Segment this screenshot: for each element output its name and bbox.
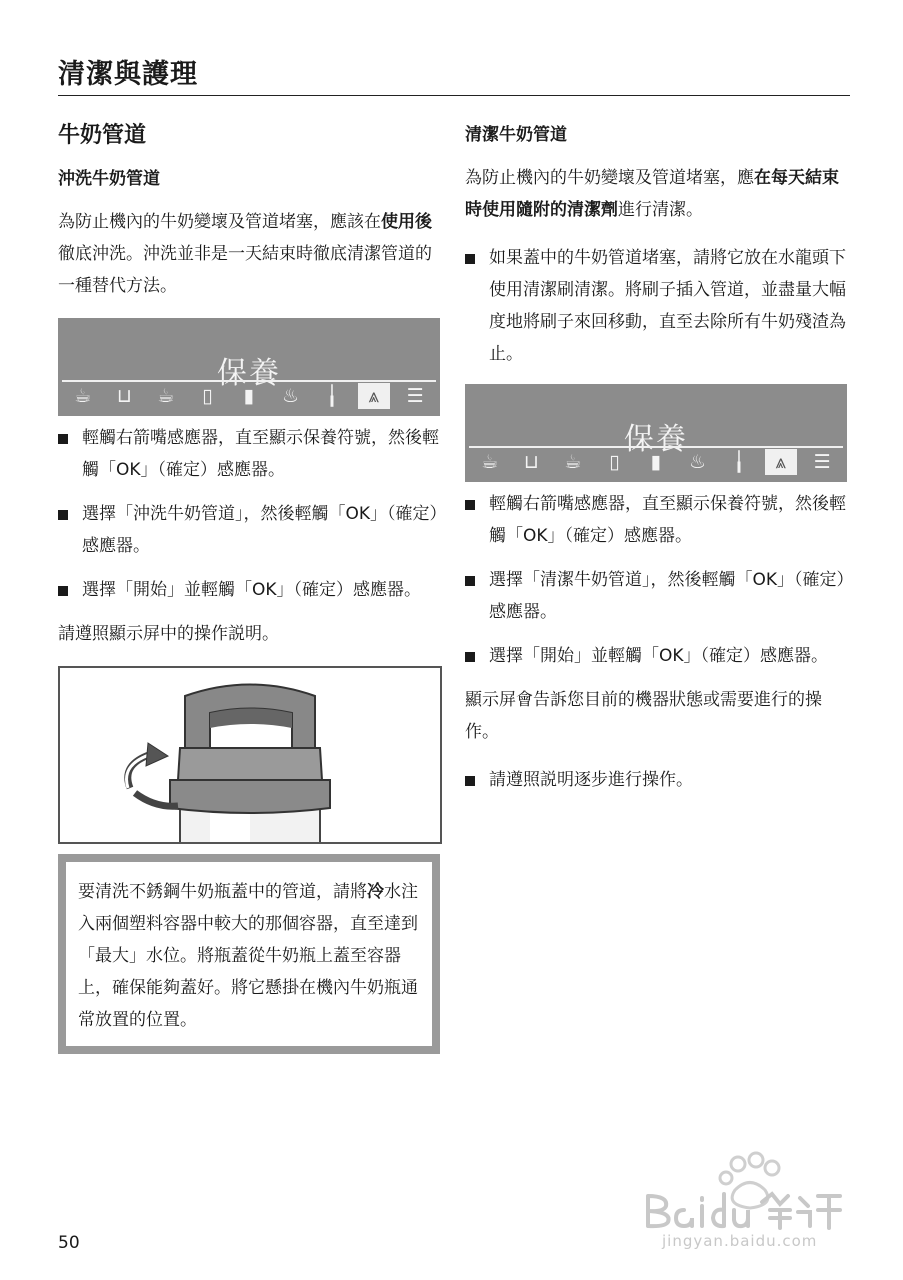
baidu-jingyan-watermark — [640, 1150, 855, 1250]
display-label: 保養 — [624, 422, 688, 457]
page-number: 50 — [58, 1233, 80, 1253]
clean-steps — [465, 488, 850, 672]
clean-intro: 為防止機內的牛奶變壞及管道堵塞，應在每天結束時使用隨附的清潔劑進行清潔。 — [465, 168, 839, 220]
display-panel — [58, 318, 440, 416]
list-item: 輕觸右箭嘴感應器，直至顯示保養符號，然後輕觸「OK」（確定）感應器。 — [465, 488, 850, 552]
list-item: 如果蓋中的牛奶管道堵塞，請將它放在水龍頭下使用清潔刷清潔。將刷子插入管道，並盡量大幅度地將刷子來回移動，直至去除所有牛奶殘渣為止。 — [465, 242, 850, 370]
tall-glass-icon: ▮ — [650, 451, 662, 473]
title-divider — [58, 95, 850, 96]
cappuccino-icon: ☕ — [157, 385, 175, 407]
cappuccino-icon: ☕ — [564, 451, 582, 473]
brush-step — [465, 242, 850, 370]
display-label: 保養 — [217, 356, 281, 391]
list-item: 請遵照説明逐步進行操作。 — [465, 764, 850, 796]
cup-icon: ☕ — [74, 385, 92, 407]
tall-glass-icon: ▮ — [243, 385, 255, 407]
follow-instructions: 請遵照顯示屏中的操作説明。 — [58, 624, 279, 644]
note-box: 要清洗不銹鋼牛奶瓶蓋中的管道，請將冷水注入兩個塑料容器中較大的那個容器，直至達到「最大」水位。將瓶蓋從牛奶瓶上蓋至容器上，確保能夠蓋好。將它懸掛在機內牛奶瓶通常放置的位置。 — [58, 854, 440, 1054]
milk-lid-illustration — [58, 666, 442, 844]
list-item: 選擇「開始」並輕觸「OK」（確定）感應器。 — [465, 640, 850, 672]
maintenance-icon: ⩓ — [765, 449, 797, 475]
final-step — [465, 764, 850, 796]
list-item: 輕觸右箭嘴感應器，直至顯示保養符號，然後輕觸「OK」（確定）感應器。 — [58, 422, 440, 486]
display-panel-right — [465, 384, 847, 482]
display-icon-bar — [469, 446, 843, 476]
mug-icon: ⊔ — [116, 385, 132, 407]
section-title: 牛奶管道 — [58, 123, 147, 148]
steam-icon: ♨ — [688, 451, 707, 473]
milk-lid-drawing — [60, 668, 440, 842]
display-icon-bar — [62, 380, 436, 410]
rinse-intro: 為防止機內的牛奶變壞及管道堵塞，應該在使用後徹底沖洗。沖洗並非是一天結束時徹底清潔管道的一種替代方法。 — [58, 212, 432, 296]
milk-container-icon: ▯ — [609, 451, 620, 473]
milk-container-icon: ▯ — [202, 385, 213, 407]
right-column — [465, 112, 850, 808]
page-title: 清潔與護理 — [58, 59, 198, 90]
cup-icon: ☕ — [481, 451, 499, 473]
svg-text:jingyan.baidu.com: jingyan.baidu.com — [662, 1232, 818, 1250]
subsection-title-clean: 清潔牛奶管道 — [465, 125, 567, 145]
list-item: 選擇「清潔牛奶管道」，然後輕觸「OK」（確定）感應器。 — [465, 564, 850, 628]
status-text: 顯示屏會告訴您目前的機器狀態或需要進行的操作。 — [465, 690, 822, 742]
subsection-title-rinse: 沖洗牛奶管道 — [58, 169, 160, 189]
left-column — [58, 112, 440, 1054]
settings-icon: ☰ — [813, 451, 831, 473]
mug-icon: ⊔ — [523, 451, 539, 473]
settings-icon: ☰ — [406, 385, 424, 407]
rinse-steps — [58, 422, 440, 606]
steam-icon: ♨ — [281, 385, 300, 407]
hot-water-icon: ╽ — [326, 385, 338, 407]
list-item: 選擇「沖洗牛奶管道」，然後輕觸「OK」（確定）感應器。 — [58, 498, 440, 562]
hot-water-icon: ╽ — [733, 451, 745, 473]
maintenance-icon: ⩓ — [358, 383, 390, 409]
list-item: 選擇「開始」並輕觸「OK」（確定）感應器。 — [58, 574, 440, 606]
